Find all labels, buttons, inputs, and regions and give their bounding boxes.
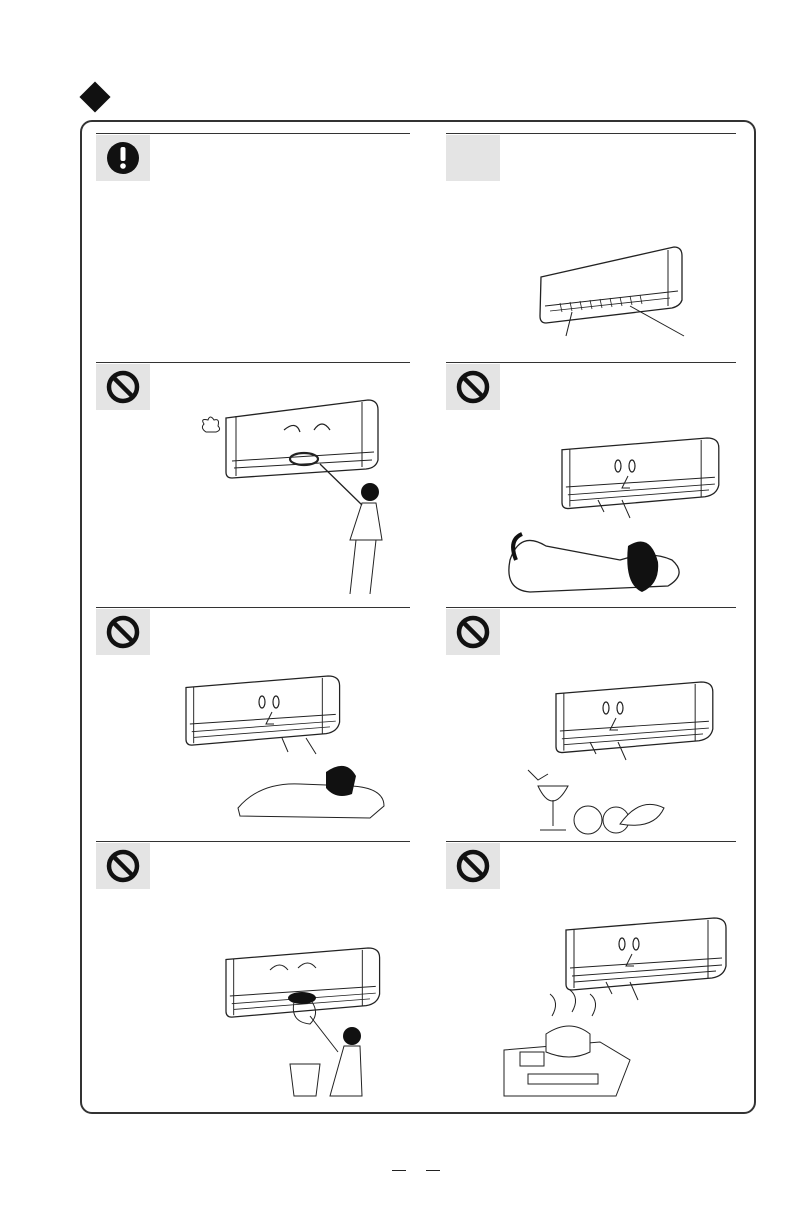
footer-dash-right <box>426 1170 440 1171</box>
sleeping-person-illustration <box>186 676 384 818</box>
dog-under-ac-illustration <box>509 438 719 592</box>
stove-under-ac-illustration <box>504 918 726 1096</box>
man-reaching-illustration <box>202 400 382 594</box>
splashing-water-illustration <box>226 948 380 1096</box>
footer-dash-left <box>392 1170 406 1171</box>
indoor-unit-illustration <box>540 247 684 336</box>
food-under-ac-illustration <box>528 682 713 834</box>
